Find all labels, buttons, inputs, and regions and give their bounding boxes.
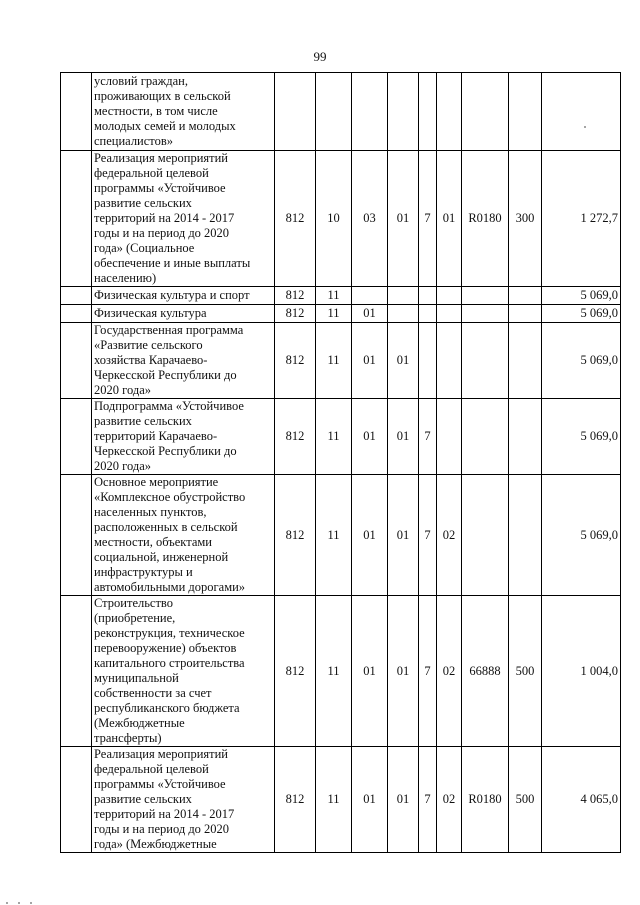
expense-type-code-cell: 300 [509, 151, 542, 287]
section-code-cell: 10 [316, 151, 352, 287]
subsection-code-cell: 01 [352, 475, 388, 596]
subsection-code-cell: 01 [352, 399, 388, 475]
row-name-cell: Физическая культура [92, 305, 275, 323]
subprogram-code-cell [419, 287, 437, 305]
direction-code-cell [462, 305, 509, 323]
table-row [61, 399, 621, 475]
row-blank-cell [61, 596, 92, 747]
program-code-cell: 01 [388, 399, 419, 475]
row-blank-cell [61, 151, 92, 287]
table-row [61, 305, 621, 323]
subprogram-code-cell: 7 [419, 596, 437, 747]
event-code-cell [437, 399, 462, 475]
ministry-code-cell: 812 [275, 287, 316, 305]
amount-cell: 5 069,0 [542, 287, 621, 305]
direction-code-cell [462, 73, 509, 151]
expense-type-code-cell [509, 305, 542, 323]
row-name-cell: Основное мероприятие «Комплексное обустройство населенных пунктов, расположенных в сельской местности, объектами социальной, инженерной инфраструктуры и автомобильными дорогами» [92, 475, 275, 596]
subsection-code-cell [352, 73, 388, 151]
row-name-cell: Реализация мероприятий федеральной целевой программы «Устойчивое развитие сельских территорий на 2014 - 2017 годы и на период до 2020 года» (Социальное обеспечение и иные выплаты населению) [92, 151, 275, 287]
event-code-cell: 02 [437, 747, 462, 853]
amount-cell: 5 069,0 [542, 305, 621, 323]
row-blank-cell [61, 305, 92, 323]
table-row [61, 73, 621, 151]
expense-type-code-cell: 500 [509, 596, 542, 747]
amount-cell: 5 069,0 [542, 399, 621, 475]
table-row [61, 747, 621, 853]
expense-type-code-cell [509, 287, 542, 305]
direction-code-cell: R0180 [462, 151, 509, 287]
scan-speck [18, 902, 20, 904]
program-code-cell: 01 [388, 475, 419, 596]
amount-cell: 4 065,0 [542, 747, 621, 853]
amount-cell: 5 069,0 [542, 323, 621, 399]
row-name-cell: Реализация мероприятий федеральной целевой программы «Устойчивое развитие сельских территорий на 2014 - 2017 годы и на период до 2020 года» (Межбюджетные [92, 747, 275, 853]
subprogram-code-cell: 7 [419, 747, 437, 853]
expense-type-code-cell [509, 475, 542, 596]
table-row [61, 151, 621, 287]
subsection-code-cell [352, 287, 388, 305]
subprogram-code-cell: 7 [419, 475, 437, 596]
program-code-cell: 01 [388, 596, 419, 747]
row-name-cell: Физическая культура и спорт [92, 287, 275, 305]
program-code-cell [388, 287, 419, 305]
section-code-cell [316, 73, 352, 151]
expense-type-code-cell: 500 [509, 747, 542, 853]
program-code-cell: 01 [388, 323, 419, 399]
expense-type-code-cell [509, 73, 542, 151]
section-code-cell: 11 [316, 475, 352, 596]
row-blank-cell [61, 747, 92, 853]
ministry-code-cell: 812 [275, 596, 316, 747]
amount-cell: 1 272,7 [542, 151, 621, 287]
event-code-cell [437, 323, 462, 399]
row-name-cell: условий граждан, проживающих в сельской местности, в том числе молодых семей и молодых специалистов» [92, 73, 275, 151]
expense-type-code-cell [509, 323, 542, 399]
amount-cell [542, 73, 621, 151]
row-blank-cell [61, 399, 92, 475]
budget-table [60, 72, 621, 853]
program-code-cell [388, 73, 419, 151]
section-code-cell: 11 [316, 323, 352, 399]
section-code-cell: 11 [316, 747, 352, 853]
event-code-cell [437, 287, 462, 305]
subsection-code-cell: 01 [352, 596, 388, 747]
section-code-cell: 11 [316, 305, 352, 323]
event-code-cell: 02 [437, 475, 462, 596]
row-name-cell: Строительство (приобретение, реконструкция, техническое перевооружение) объектов капитального строительства муниципальной собственности за счет республиканского бюджета (Межбюджетные трансферты) [92, 596, 275, 747]
subsection-code-cell: 03 [352, 151, 388, 287]
section-code-cell: 11 [316, 399, 352, 475]
subprogram-code-cell [419, 73, 437, 151]
ministry-code-cell: 812 [275, 305, 316, 323]
amount-cell: 5 069,0 [542, 475, 621, 596]
table-row [61, 596, 621, 747]
ministry-code-cell: 812 [275, 323, 316, 399]
direction-code-cell: 66888 [462, 596, 509, 747]
row-name-cell: Подпрограмма «Устойчивое развитие сельских территорий Карачаево- Черкесской Республики до 2020 года» [92, 399, 275, 475]
program-code-cell [388, 305, 419, 323]
row-blank-cell [61, 475, 92, 596]
direction-code-cell [462, 475, 509, 596]
expense-type-code-cell [509, 399, 542, 475]
ministry-code-cell: 812 [275, 399, 316, 475]
row-blank-cell [61, 287, 92, 305]
event-code-cell: 01 [437, 151, 462, 287]
row-name-cell: Государственная программа «Развитие сельского хозяйства Карачаево- Черкесской Республики до 2020 года» [92, 323, 275, 399]
program-code-cell: 01 [388, 747, 419, 853]
scan-speck [584, 126, 586, 128]
subprogram-code-cell [419, 323, 437, 399]
section-code-cell: 11 [316, 596, 352, 747]
subprogram-code-cell: 7 [419, 151, 437, 287]
ministry-code-cell: 812 [275, 747, 316, 853]
row-blank-cell [61, 323, 92, 399]
row-blank-cell [61, 73, 92, 151]
scan-speck [30, 902, 32, 904]
ministry-code-cell [275, 73, 316, 151]
subprogram-code-cell: 7 [419, 399, 437, 475]
ministry-code-cell: 812 [275, 151, 316, 287]
ministry-code-cell: 812 [275, 475, 316, 596]
table-row [61, 323, 621, 399]
direction-code-cell [462, 287, 509, 305]
program-code-cell: 01 [388, 151, 419, 287]
event-code-cell [437, 73, 462, 151]
event-code-cell [437, 305, 462, 323]
amount-cell: 1 004,0 [542, 596, 621, 747]
subsection-code-cell: 01 [352, 323, 388, 399]
direction-code-cell: R0180 [462, 747, 509, 853]
subprogram-code-cell [419, 305, 437, 323]
direction-code-cell [462, 399, 509, 475]
section-code-cell: 11 [316, 287, 352, 305]
table-row [61, 287, 621, 305]
table-row [61, 475, 621, 596]
page-number: 99 [313, 49, 327, 64]
event-code-cell: 02 [437, 596, 462, 747]
scan-speck [6, 902, 8, 904]
direction-code-cell [462, 323, 509, 399]
subsection-code-cell: 01 [352, 305, 388, 323]
subsection-code-cell: 01 [352, 747, 388, 853]
